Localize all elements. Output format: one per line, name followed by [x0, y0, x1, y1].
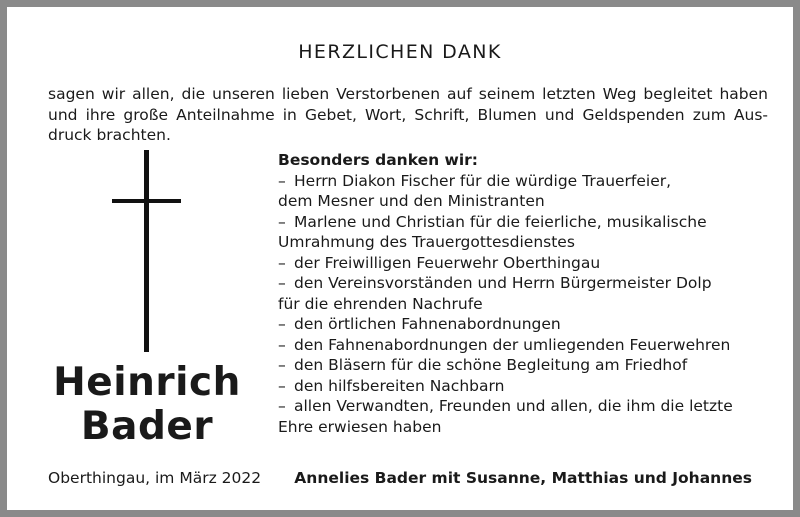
dash-bullet: –	[278, 171, 286, 190]
place-date: Oberthingau, im März 2022	[48, 469, 262, 487]
thanks-item	[278, 335, 788, 356]
thanks-item	[278, 376, 788, 397]
thanks-item-line: – der Freiwilligen Feuerwehr Oberthingau	[278, 253, 601, 272]
dash-bullet: –	[278, 335, 286, 354]
thanks-item-line: – allen Verwandten, Freunden und allen, die ihm die letzte	[278, 397, 733, 415]
thanks-list	[278, 150, 788, 437]
thanks-item-line: – den hilfsbereiten Nachbarn	[278, 376, 505, 395]
intro-paragraph	[48, 84, 768, 146]
thanks-item-line: – den Vereinsvorständen und Herrn Bürgermeister Dolp	[278, 274, 712, 292]
thanks-item	[278, 273, 788, 314]
intro-line: und ihre große Anteilnahme in Gebet, Wort, Schrift, Blumen und Geldspenden zum Aus-	[48, 105, 768, 124]
thanks-item	[278, 253, 788, 274]
thanks-item	[278, 396, 788, 437]
intro-line: druck brachten.	[48, 126, 171, 144]
dash-bullet: –	[278, 212, 286, 231]
thanks-item	[278, 355, 788, 376]
thanks-item	[278, 171, 788, 212]
thanks-item-line: – den örtlichen Fahnenabordnungen	[278, 315, 561, 333]
thanks-item-line: für die ehrenden Nachrufe	[278, 294, 483, 313]
thanks-item-line: – den Bläsern für die schöne Begleitung am Friedhof	[278, 356, 688, 374]
dash-bullet: –	[278, 397, 286, 415]
cross-vertical-bar	[144, 150, 149, 352]
thanks-item-line: dem Mesner und den Ministranten	[278, 192, 545, 210]
thanks-item-line: Ehre erwiesen haben	[278, 417, 442, 436]
thanks-item	[278, 314, 788, 335]
thanks-item-line: – den Fahnenabordnungen der umliegenden Feuerwehren	[278, 335, 731, 354]
thanks-heading: Besonders danken wir:	[278, 151, 479, 169]
dash-bullet: –	[278, 356, 286, 374]
deceased-last-name: Bader	[80, 404, 214, 449]
thanks-item-line: – Herrn Diakon Fischer für die würdige Trauerfeier,	[278, 171, 672, 190]
deceased-first-name: Heinrich	[53, 360, 241, 405]
dash-bullet: –	[278, 274, 286, 292]
thanks-item-line: – Marlene und Christian für die feierliche, musikalische	[278, 212, 707, 231]
signature: Annelies Bader mit Susanne, Matthias und Johannes	[294, 469, 752, 487]
notice-title: HERZLICHEN DANK	[298, 41, 502, 63]
intro-line: sagen wir allen, die unseren lieben Verstorbenen auf seinem letzten Weg begleitet haben	[48, 85, 768, 103]
thanks-item	[278, 212, 788, 253]
thanks-item-line: Umrahmung des Trauergottesdienstes	[278, 233, 575, 251]
dash-bullet: –	[278, 315, 286, 333]
thanks-items	[278, 171, 788, 438]
cross-horizontal-bar	[112, 199, 181, 203]
dash-bullet: –	[278, 376, 286, 395]
dash-bullet: –	[278, 253, 286, 272]
